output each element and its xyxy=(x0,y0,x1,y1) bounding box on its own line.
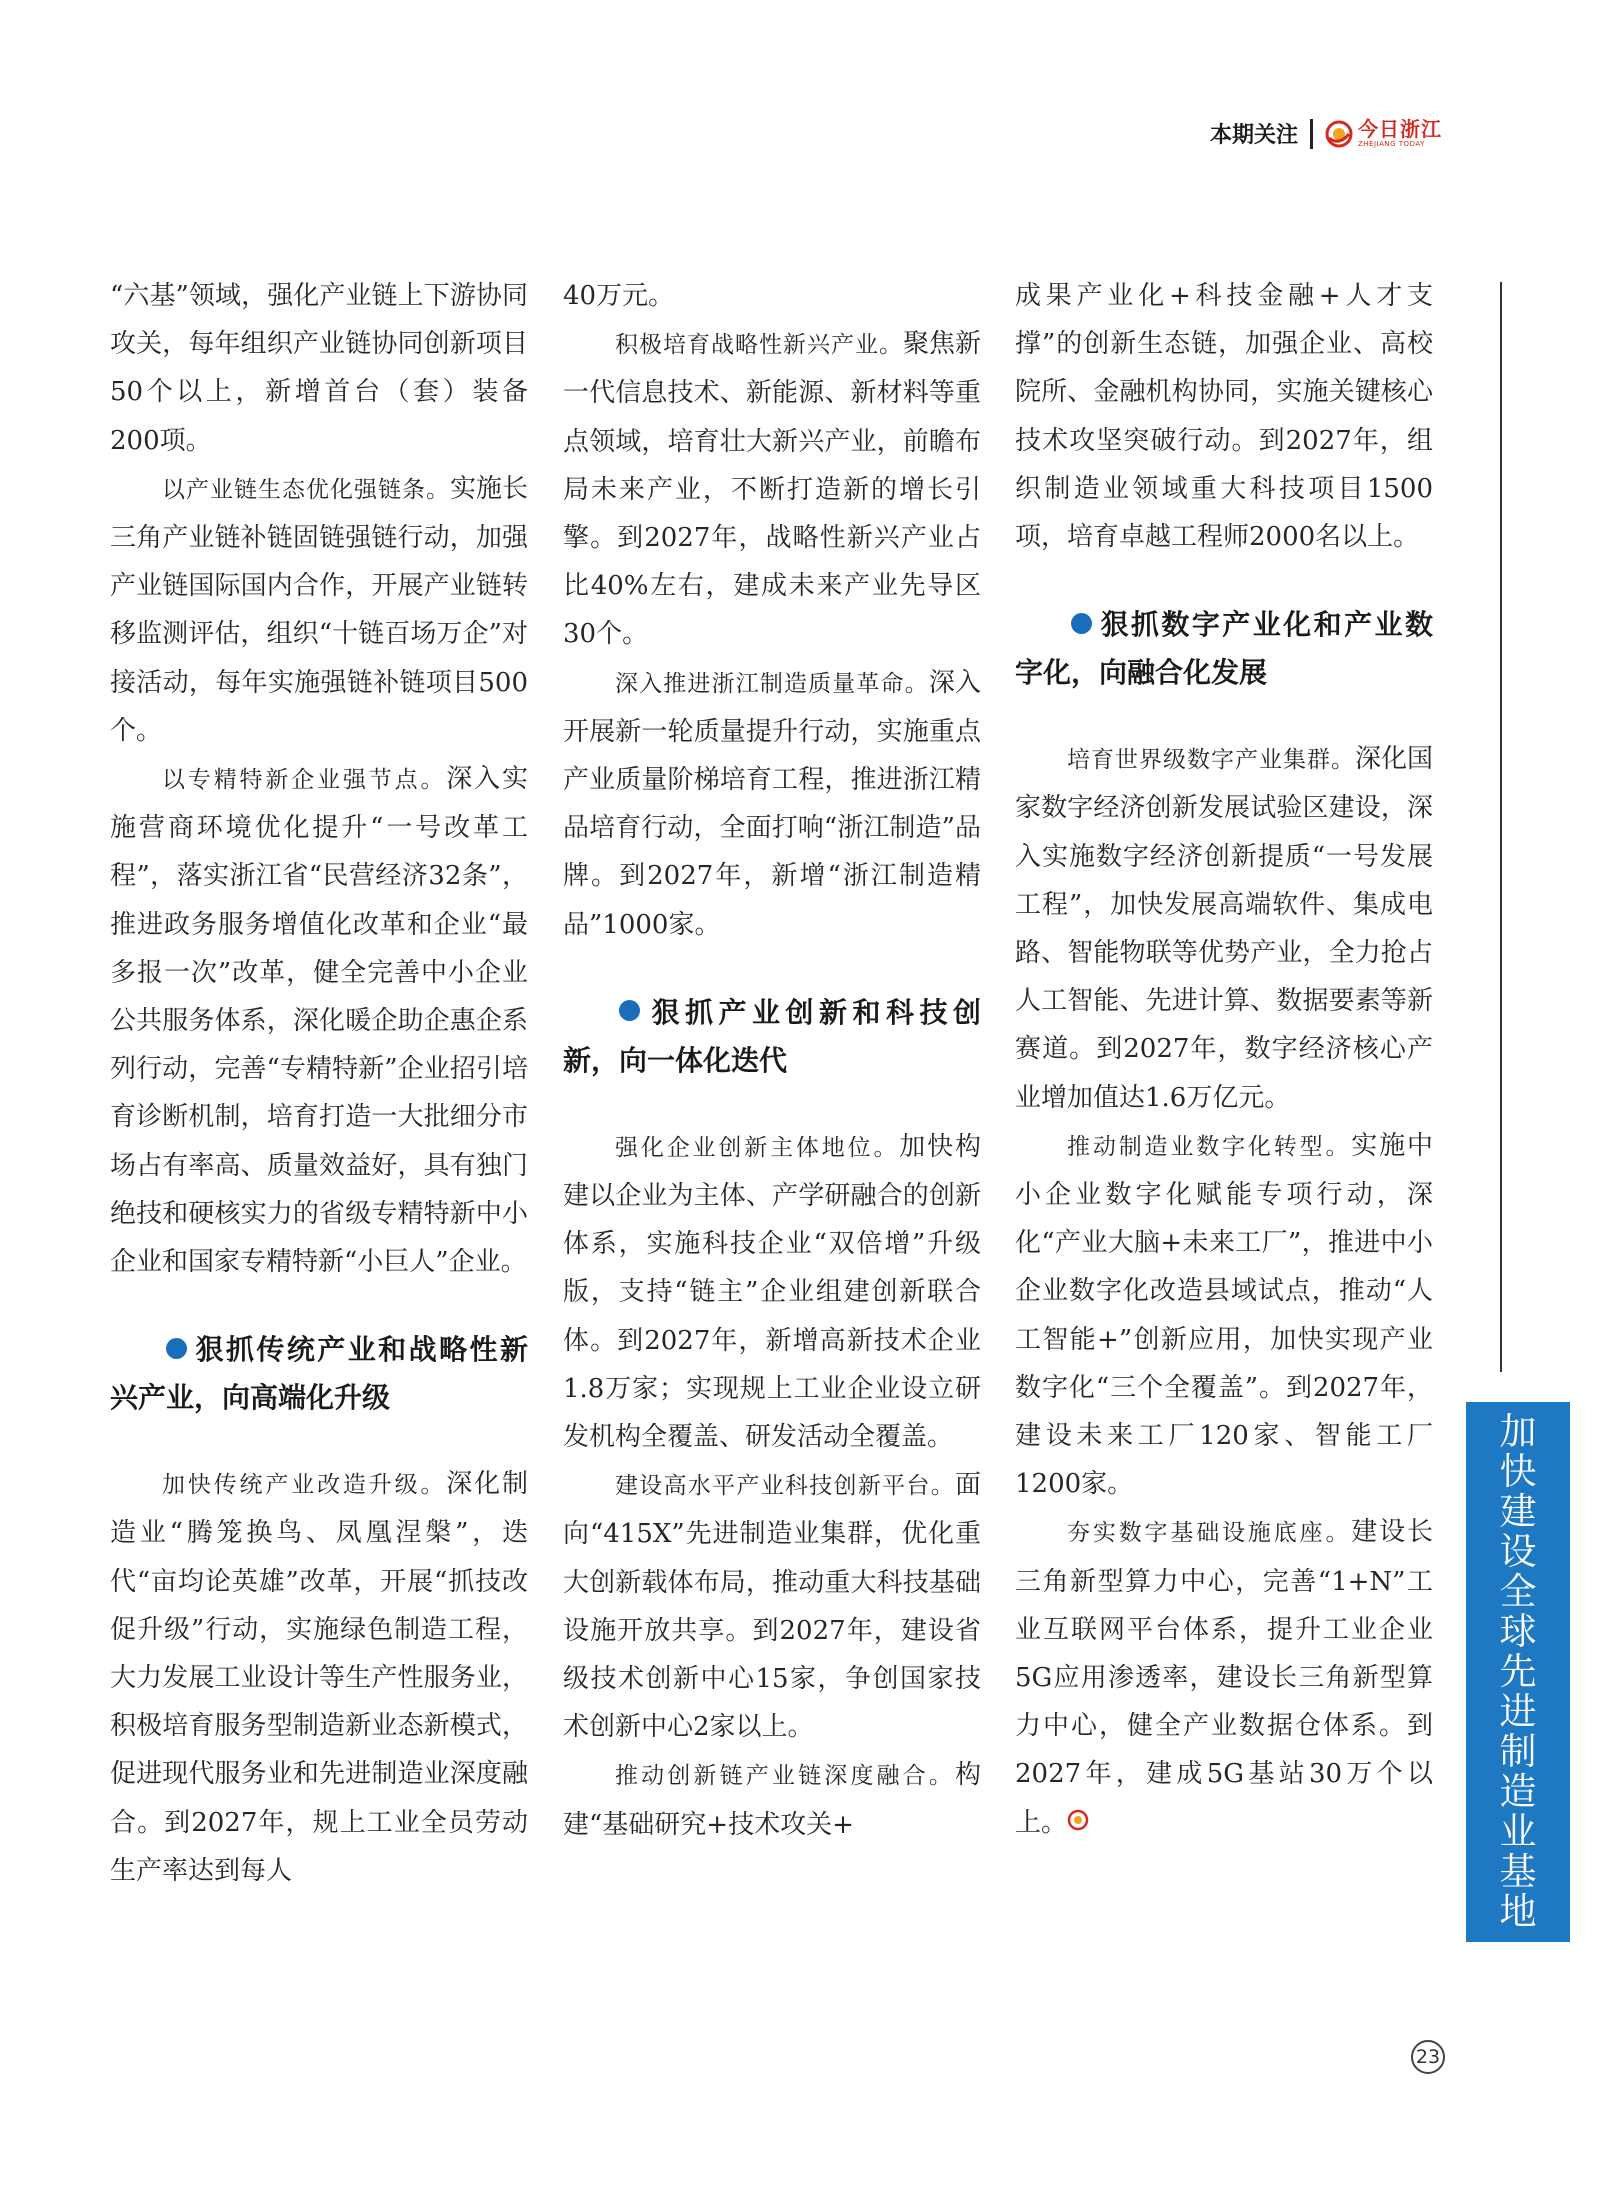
paragraph xyxy=(563,320,981,658)
paragraph-lead: 以专精特新企业强节点。 xyxy=(162,767,447,794)
paragraph-body: 建设长三角新型算力中心，完善“1+N”工业互联网平台体系，提升工业企业5G应用渗透率，建设长三角新型算力中心，健全产业数据仓体系。到2027年，建成5G基站30万个以上。 xyxy=(1015,1517,1433,1838)
paragraph xyxy=(1015,1122,1433,1509)
paragraph xyxy=(110,755,528,1286)
paragraph-lead: 推动创新链产业链深度融合。 xyxy=(615,1763,955,1790)
paragraph-lead: 培育世界级数字产业集群。 xyxy=(1067,747,1355,774)
section-side-tab xyxy=(1466,1402,1570,1942)
section-heading: 狠抓传统产业和战略性新兴产业，向高端化升级 xyxy=(110,1333,528,1415)
paragraph xyxy=(110,465,528,755)
article-column-3 xyxy=(1015,272,1433,1847)
logo-english-text: ZHEJIANG TODAY xyxy=(1358,140,1425,148)
zhejiang-today-logo xyxy=(1325,119,1442,148)
paragraph-body: 深入实施营商环境优化提升“一号改革工程”，落实浙江省“民营经济32条”，推进政务服务增值化改革和企业“最多报一次”改革，健全完善中小企业公共服务体系，深化暖企助企惠企系列行动，完善“专精特新”企业招引培育诊断机制，培育打造一大批细分市场占有率高、质量效益好，具有独门绝技和硬核实力的省级专精特新中小企业和国家专精特新“小巨人”企业。 xyxy=(110,764,528,1278)
paragraph-body: 面向“415X”先进制造业集群，优化重大创新载体布局，推动重大科技基础设施开放共享。到2027年，建设省级技术创新中心15家，争创国家技术创新中心2家以上。 xyxy=(563,1470,981,1743)
paragraph-body: 深化制造业“腾笼换鸟、凤凰涅槃”，迭代“亩均论英雄”改革，开展“抓技改促升级”行动，实施绿色制造工程，大力发展工业设计等生产性服务业，积极培育服务型制造新业态新模式，促进现代服务业和先进制造业深度融合。到2027年，规上工业全员劳动生产率达到每人 xyxy=(110,1469,528,1886)
bullet-dot-icon xyxy=(1071,613,1092,634)
article-column-2 xyxy=(563,272,981,1849)
section-heading: 狠抓数字产业化和产业数字化，向融合化发展 xyxy=(1015,608,1433,690)
paragraph-body: 构建“基础研究+技术攻关+ xyxy=(563,1760,981,1840)
paragraph: “六基”领域，强化产业链上下游协同攻关，每年组织产业链协同创新项目50个以上，新增首台（套）装备200项。 xyxy=(110,281,528,456)
article-end-mark-icon xyxy=(1067,1809,1089,1831)
paragraph: 40万元。 xyxy=(563,281,675,311)
paragraph-lead: 夯实数字基础设施底座。 xyxy=(1067,1520,1352,1547)
section-label: 本期关注 xyxy=(1209,123,1298,148)
paragraph-lead: 深入推进浙江制造质量革命。 xyxy=(615,670,929,697)
paragraph-lead: 以产业链生态优化强链条。 xyxy=(162,476,450,503)
paragraph-body: 深化国家数字经济创新发展试验区建设，深入实施数字经济创新提质“一号发展工程”，加快发展高端软件、集成电路、智能物联等优势产业，全力抢占人工智能、先进计算、数据要素等新赛道。到2027年，数字经济核心产业增加值达1.6万亿元。 xyxy=(1015,744,1434,1113)
paragraph-body: 聚焦新一代信息技术、新能源、新材料等重点领域，培育壮大新兴产业，前瞻布局未来产业，不断打造新的增长引擎。到2027年，战略性新兴产业占比40%左右，建成未来产业先导区30个。 xyxy=(563,329,982,650)
paragraph xyxy=(563,1123,981,1461)
paragraph-body: 深入开展新一轮质量提升行动，实施重点产业质量阶梯培育工程，推进浙江精品培育行动，全面打响“浙江制造”品牌。到2027年，新增“浙江制造精品”1000家。 xyxy=(563,667,981,940)
paragraph-body: 加快构建以企业为主体、产学研融合的创新体系，实施科技企业“双倍增”升级版，支持“链主”企业组建创新联合体。到2027年，新增高新技术企业1.8万家；实现规上工业企业设立研发机构全覆盖、研发活动全覆盖。 xyxy=(563,1131,981,1453)
section-heading: 狠抓产业创新和科技创新，向一体化迭代 xyxy=(563,995,981,1077)
paragraph-lead: 积极培育战略性新兴产业。 xyxy=(615,332,903,359)
paragraph xyxy=(1015,1508,1433,1846)
paragraph-lead: 强化企业创新主体地位。 xyxy=(615,1134,900,1161)
paragraph xyxy=(563,659,981,949)
paragraph xyxy=(1015,735,1433,1122)
logo-swirl-icon xyxy=(1325,120,1353,148)
bullet-dot-icon xyxy=(166,1338,187,1359)
article-column-1 xyxy=(110,272,528,1895)
page-header xyxy=(1210,118,1442,149)
paragraph xyxy=(563,1461,981,1751)
header-divider xyxy=(1310,119,1313,149)
paragraph xyxy=(563,1751,981,1848)
logo-chinese-text: 今日浙江 xyxy=(1358,117,1442,141)
paragraph-body: 实施中小企业数字化赋能专项行动，深化“产业大脑+未来工厂”，推进中小企业数字化改造县域试点，推动“人工智能+”创新应用，加快实现产业数字化“三个全覆盖”。到2027年，建设未来工厂120家、智能工厂1200家。 xyxy=(1015,1130,1433,1500)
paragraph xyxy=(110,1460,528,1895)
paragraph-lead: 建设高水平产业科技创新平台。 xyxy=(615,1473,955,1500)
page-number: 23 xyxy=(1411,2040,1445,2074)
paragraph-body: 实施长三角产业链补链固链强链行动，加强产业链国际国内合作，开展产业链转移监测评估，组织“十链百场万企”对接活动，每年实施强链补链项目500个。 xyxy=(110,473,529,746)
bullet-dot-icon xyxy=(619,1000,640,1021)
paragraph: 成果产业化+科技金融+人才支撑”的创新生态链，加强企业、高校院所、金融机构协同，实施关键核心技术攻坚突破行动。到2027年，组织制造业领域重大科技项目1500项，培育卓越工程师2000名以上。 xyxy=(1015,281,1433,553)
side-tab-title: 加快建设全球先进制造业基地 xyxy=(1499,1410,1537,1933)
column-divider xyxy=(1500,282,1502,1372)
paragraph-lead: 推动制造业数字化转型。 xyxy=(1067,1133,1352,1160)
paragraph-lead: 加快传统产业改造升级。 xyxy=(162,1472,447,1499)
